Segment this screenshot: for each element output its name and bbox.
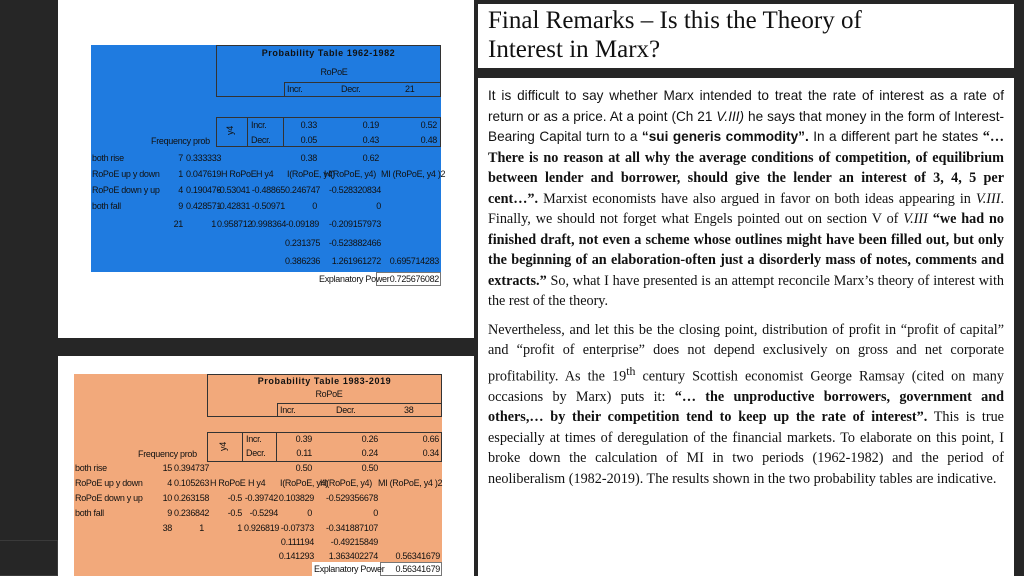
cell: 0 [373, 508, 378, 518]
paragraph-2 [488, 320, 1004, 490]
table-title: Probability Table 1983-2019 [257, 376, 392, 386]
cell: MI (RoPoE, y4 )2 [378, 478, 443, 488]
p1-s5-bold: “we had no finished draft, not even a scheme whose outlines might have been filled out, but only the beginning of an elaboration-often just a disorderly mass of notes, comments and extracts.” [488, 211, 1004, 289]
cell: H(RoPoE, y4) [324, 169, 376, 179]
frame-corner [0, 540, 58, 576]
cell: 1 [237, 523, 242, 533]
probability-table-1962-1982 [91, 45, 446, 285]
row-label: RoPoE up y down [92, 169, 160, 179]
row-label: both fall [75, 508, 104, 518]
cell: 0.39 [295, 434, 312, 444]
cell: 9 [178, 201, 183, 211]
row-incr-label: Incr. [246, 434, 262, 444]
cell: 0.38 [300, 153, 317, 163]
cell: -0.5 [227, 508, 242, 518]
frequency-prob-label: Frequency prob [138, 449, 197, 459]
cell: 0.26 [361, 434, 378, 444]
cell: 0.231375 [285, 238, 321, 248]
cell: 0.52 [420, 120, 437, 130]
text-panel [478, 78, 1014, 576]
cell: 0.236842 [174, 508, 210, 518]
cell: 4 [178, 185, 183, 195]
cell: 7 [178, 153, 183, 163]
p1-s6: So, what I have presented is an attempt reconcile Marx’s theory of interest with the rest of the theory. [488, 272, 1004, 309]
cell: 21 [173, 219, 183, 229]
cell: H RoPoE [210, 478, 246, 488]
cell: I(RoPoE, y4) [287, 169, 335, 179]
cell: MI (RoPoE, y4 )2 [381, 169, 446, 179]
cell: 0.105263 [174, 478, 210, 488]
cell: -0.53041 [217, 185, 251, 195]
cell: 1 [199, 523, 204, 533]
explanatory-power-value: 0.56341679 [395, 564, 440, 574]
cell: 1.363402274 [328, 551, 378, 561]
cell: -0.39742 [244, 493, 278, 503]
p2-s1: Nevertheless, and let this be the closing point, distribution of profit in “profit of capital” and “profit of enterprise” does not depend exclusively on gross and net corporate profitability. As the 19 [488, 321, 1004, 385]
table-panel-1983-2019 [58, 356, 474, 576]
cell: 0.958712 [217, 219, 253, 229]
cell: 15 [162, 463, 172, 473]
frequency-prob-label: Frequency prob [151, 136, 210, 146]
row-decr-label: Decr. [251, 135, 271, 145]
title-line-1: Final Remarks – Is this the Theory of [488, 7, 862, 34]
cell: 0 [307, 508, 312, 518]
p1-s2-bold: “sui generis commodity”. [641, 129, 809, 144]
n-header: 21 [405, 84, 415, 94]
cell: 0.50 [361, 463, 378, 473]
cell: -0.50971 [251, 201, 285, 211]
cell: 0.190476 [186, 185, 222, 195]
cell: -0.523882466 [329, 238, 381, 248]
cell: 38 [162, 523, 172, 533]
p2-s2: century Scottish economist George Ramsay (cited on many occasions by Marx) puts it: [488, 368, 1004, 405]
cell: 0.05 [300, 135, 317, 145]
explanatory-power-label: Explanatory Power [314, 564, 385, 574]
cell: H y4 [248, 478, 266, 488]
row-label: RoPoE down y up [92, 185, 160, 195]
cell: 1 [211, 219, 216, 229]
cell: 0.62 [362, 153, 379, 163]
p1-s5-italic: V.III [903, 211, 928, 227]
cell: 9 [167, 508, 172, 518]
cell: 0.926819 [244, 523, 280, 533]
cell: 0.24 [361, 448, 378, 458]
p1-s1-italic: V.III) [716, 108, 745, 124]
p1-s1: It is difficult to say whether Marx intended to treat the rate of interest as a rate of return or as a price. At a point (Ch 21 [488, 88, 1004, 124]
ropoe-header: RoPoE [320, 67, 348, 77]
y4-label: y4 [224, 126, 235, 135]
cell: 0.428571 [186, 201, 222, 211]
row-label: both rise [75, 463, 107, 473]
explanatory-power-label: Explanatory Power [319, 274, 390, 284]
cell: -0.49215849 [330, 537, 378, 547]
table-title: Probability Table 1962-1982 [261, 48, 396, 58]
cell: -0.09189 [285, 219, 319, 229]
row-label: both fall [92, 201, 121, 211]
title-line-2: Interest in Marx? [488, 36, 661, 63]
cell: 0 [312, 201, 317, 211]
cell: -0.209157973 [329, 219, 381, 229]
row-label: RoPoE down y up [75, 493, 143, 503]
cell: 0.333333 [186, 153, 222, 163]
row-label: both rise [92, 153, 124, 163]
p2-s2-bold: “… the unproductive borrowers, government and others,… by their competition tend to keep up the rate of interest”. [488, 388, 1004, 426]
p1-s2: he says that money in the form of Interest-Bearing Capital turn to a [488, 108, 1004, 144]
y4-label: y4 [217, 442, 228, 451]
slide-title [478, 4, 1014, 68]
p1-s3: In a different part he states [808, 129, 983, 144]
p1-s4: Marxist economists have also argued in favor on both ideas appearing in [538, 190, 976, 207]
cell: -0.42831 [217, 201, 251, 211]
cell: 0.50 [295, 463, 312, 473]
cell: 0.48 [420, 135, 437, 145]
cell: 1.261961272 [331, 256, 381, 266]
cell: 4 [167, 478, 172, 488]
paragraph-1 [488, 86, 1004, 312]
cell: -0.07373 [280, 523, 314, 533]
cell: 10 [162, 493, 172, 503]
cell: 0.246747 [285, 185, 321, 195]
row-label: RoPoE up y down [75, 478, 143, 488]
row-decr-label: Decr. [246, 448, 266, 458]
p1-s3-bold: “… There is no reason at all why the average conditions of competition, of equilibrium between lender and borrower, should give the lender an interest of 3, 4, 5 per cent…”. [488, 129, 1004, 207]
cell: H y4 [256, 169, 274, 179]
cell: 0.34 [422, 448, 439, 458]
row-incr-label: Incr. [251, 120, 267, 130]
cell: 0.386236 [285, 256, 321, 266]
cell: 0.695714283 [389, 256, 439, 266]
cell: 0.66 [422, 434, 439, 444]
cell: 0.047619 [186, 169, 222, 179]
cell: I(RoPoE, y4) [280, 478, 328, 488]
cell: H(RoPoE, y4) [320, 478, 372, 488]
explanatory-power-value: 0.725676082 [389, 274, 439, 284]
cell: 0.43 [362, 135, 379, 145]
n-header: 38 [404, 405, 414, 415]
decr-header: Decr. [336, 405, 356, 415]
cell: -0.341887107 [326, 523, 378, 533]
p2-s3: This is true especially at times of deregulation of the financial markets. To elaborate on this point, I broke down the calculation of MI in two periods (1962-1982) and the period of neoliberalism (1982-2019). The results shown in the two probability tables are indicative. [488, 409, 1004, 487]
table-panel-1962-1982 [58, 0, 474, 338]
probability-table-1983-2019 [74, 374, 442, 576]
cell: 0.33 [300, 120, 317, 130]
cell: 0.263158 [174, 493, 210, 503]
p1-s4-italic: V.III [975, 190, 1001, 207]
ropoe-header: RoPoE [315, 389, 343, 399]
cell: 0.141293 [278, 551, 314, 561]
cell: 0.394737 [174, 463, 210, 473]
cell: 0.998364 [251, 219, 287, 229]
incr-header: Incr. [287, 84, 303, 94]
cell: -0.529356678 [326, 493, 378, 503]
cell: 0.19 [362, 120, 379, 130]
incr-header: Incr. [280, 405, 296, 415]
p2-sup: th [626, 363, 636, 378]
cell: 1 [178, 169, 183, 179]
cell: 0.111194 [280, 537, 314, 547]
cell: -0.528320834 [329, 185, 381, 195]
p1-s5: . Finally, we should not forget what Engels pointed out on section V of [488, 190, 1004, 227]
decr-header: Decr. [341, 84, 361, 94]
cell: 0.56341679 [395, 551, 440, 561]
cell: 0.11 [296, 448, 312, 458]
cell: -0.48865 [251, 185, 285, 195]
cell: -0.5 [227, 493, 242, 503]
cell: -0.5294 [249, 508, 278, 518]
cell: 0 [376, 201, 381, 211]
cell: H RoPoE [221, 169, 257, 179]
cell: 0.103829 [278, 493, 314, 503]
